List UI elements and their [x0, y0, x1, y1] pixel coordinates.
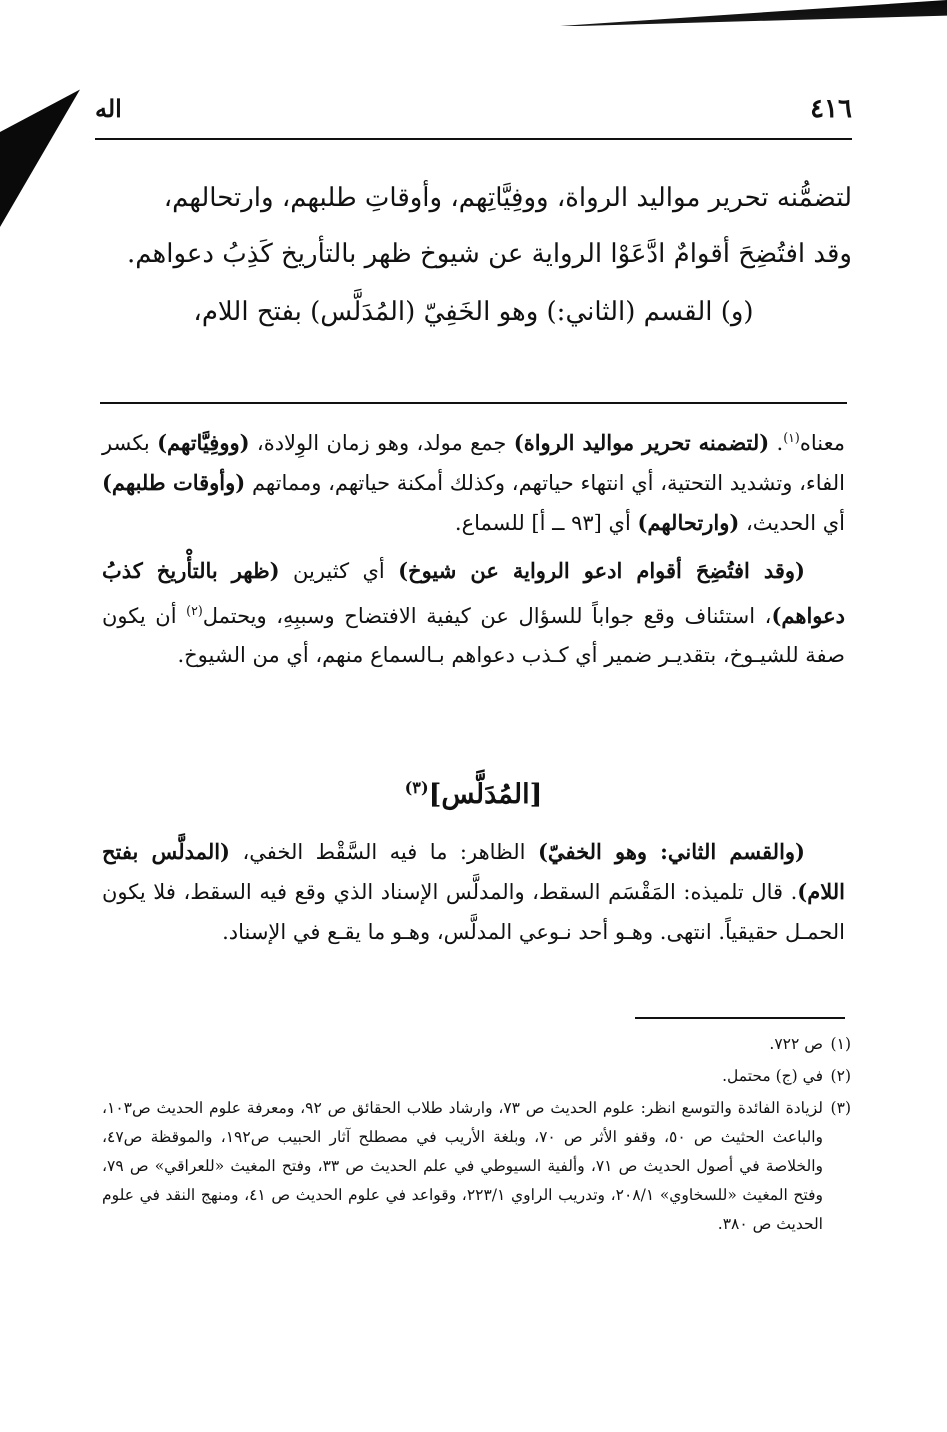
- page-header: [95, 94, 852, 140]
- footnote-marker: (٢): [830, 1067, 851, 1085]
- text: . قال تلميذه: المَقْسَم السقط، والمدلَّس الإسناد الذي وقع فيه السقط، فلا يكون الحمـل حقيقياً. انتهى. وهـو أحد نـوعي المدلَّس، وهـو ما يقـع في الإسناد.: [102, 880, 845, 944]
- quoted-matn: (وقد افتُضِحَ أقوام ادعو الرواية عن شيوخ): [398, 558, 805, 583]
- commentary-paragraph-2: [102, 551, 845, 675]
- scan-edge-shadow-top: [560, 0, 947, 26]
- commentary-block-2: [102, 832, 845, 952]
- footnote-2: [102, 1062, 851, 1091]
- footnote-3: [102, 1094, 851, 1239]
- footnote-marker: (١): [830, 1035, 851, 1053]
- page-number: ٤١٦: [810, 94, 852, 124]
- commentary-paragraph-1: [102, 418, 845, 543]
- quoted-matn: (ظهر بالتأْريخ كذبُ دعواهم): [102, 558, 846, 628]
- section-heading: [95, 778, 852, 810]
- text: معناه: [799, 431, 845, 455]
- scan-edge-shadow-left: [0, 89, 80, 227]
- matn-line-3: (و) القسم (الثاني:) وهو الخَفِيّ (المُدَلَّس) بفتح اللام،: [193, 297, 754, 327]
- footnote-separator: [635, 1017, 845, 1019]
- matn-text: [95, 170, 852, 340]
- footnote-marker: (٣): [830, 1099, 851, 1117]
- commentary-separator: [100, 402, 847, 404]
- footnote-text: ص ٧٢٢.: [769, 1035, 823, 1053]
- text: ، استئناف وقع جواباً للسؤال عن كيفية الافتضاح وسببِهِ، ويحتمل: [202, 604, 772, 628]
- text: أي الحديث،: [739, 511, 845, 535]
- footnote-text: لزيادة الفائدة والتوسع انظر: علوم الحديث ص ٧٣، وارشاد طلاب الحقائق ص ٩٢، ومعرفة علوم الحديث ص١٠٣، والباعث الحثيث ص ٥٠، وقفو الأثر ص ٧٠، وبلغة الأريب في مصطلح آثار الحبيب ص١٩٢، والموقظة ص٤٧، والخلاصة في أصول الحديث ص ٧١، وألفية السيوطي في علم الحديث ص ٣٣، وفتح المغيث «للعراقي» ص ٧٩، وفتح المغيث «للسخاوي» ٢٠٨/١، وتدريب الراوي ٢٢٣/١، وقواعد في علوم الحديث ص ٤١، ومنهج النقد في علوم الحديث ص ٣٨٠.: [102, 1099, 823, 1233]
- text: بكسر الفاء، وتشديد التحتية، أي انتهاء حياتهم، وكذلك أمكنة حياتهم، ومماتهم: [102, 431, 845, 495]
- footnote-ref-3[interactable]: (٣): [404, 778, 429, 797]
- quoted-matn: (وأوقات طلبهم): [102, 470, 246, 495]
- footnote-text: في (ج) محتمل.: [722, 1067, 823, 1085]
- text: أي [٩٣ ــ أ] للسماع.: [454, 511, 638, 535]
- running-head: اله: [95, 94, 122, 123]
- commentary-paragraph-3: [102, 832, 845, 952]
- footnotes: [102, 1030, 851, 1242]
- text: أن يكون صفة للشيـوخ، بتقديـر ضمير أي كـذب دعواهم بـالسماع منهم، أي من الشيوخ.: [102, 604, 845, 667]
- text: .: [769, 431, 784, 455]
- quoted-matn: (ووفِيَّاتهم): [157, 430, 250, 455]
- quoted-matn: (لتضمنه تحرير مواليد الرواة): [513, 430, 770, 455]
- quoted-matn: (والقسم الثاني: وهو الخفيّ): [538, 839, 805, 864]
- commentary-block-1: [102, 418, 845, 683]
- matn-line-1: لتضمُّنه تحرير مواليد الرواة، ووفِيَّاتِهم، وأوقاتِ طلبهم، وارتحالهم،: [163, 183, 852, 213]
- footnote-ref-2[interactable]: (٢): [186, 603, 203, 618]
- quoted-matn: (وارتحالهم): [637, 510, 740, 535]
- text: الظاهر: ما فيه السَّقْط الخفي،: [230, 840, 538, 864]
- matn-line-2: وقد افتُضِحَ أقوامٌ ادَّعَوْا الرواية عن شيوخ ظهر بالتأريخ كَذِبُ دعواهم.: [126, 239, 852, 269]
- section-title: [المُدَلَّس]: [428, 779, 543, 810]
- quoted-matn: (المدلَّس بفتح اللام): [102, 839, 845, 904]
- footnote-1: [102, 1030, 851, 1059]
- text: جمع مولد، وهو زمان الوِلادة،: [249, 431, 514, 455]
- footnote-ref-1[interactable]: (١): [783, 430, 800, 445]
- text: أي كثيرين: [279, 559, 399, 583]
